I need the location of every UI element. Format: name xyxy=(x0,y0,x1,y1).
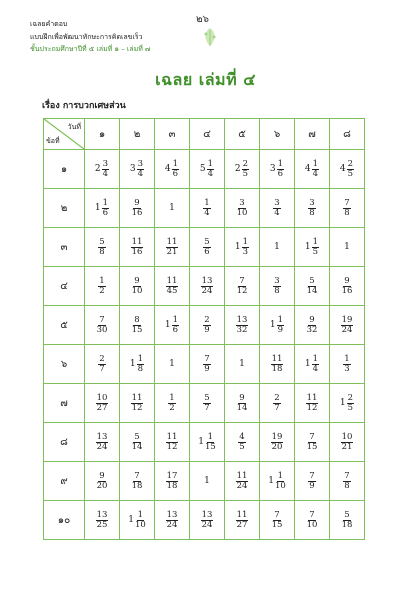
answer-cell: 5 $\frac{1}{4}$ xyxy=(190,150,225,189)
column-header: ๓ xyxy=(155,119,190,150)
column-header: ๒ xyxy=(120,119,155,150)
answer-cell: $\frac{2}{9}$ xyxy=(190,306,225,345)
answer-cell: $\frac{5}{14}$ xyxy=(120,423,155,462)
answer-cell: 1 xyxy=(155,345,190,384)
answer-cell: $\frac{11}{18}$ xyxy=(260,345,295,384)
answer-cell: $\frac{10}{27}$ xyxy=(85,384,120,423)
answer-cell: $\frac{13}{24}$ xyxy=(190,267,225,306)
row-header: ๘ xyxy=(44,423,85,462)
answer-cell: 1 $\frac{1}{5}$ xyxy=(295,228,330,267)
answer-cell: $\frac{1}{3}$ xyxy=(330,345,365,384)
column-header: ๕ xyxy=(225,119,260,150)
answer-cell: $\frac{17}{18}$ xyxy=(155,462,190,501)
row-header: ๙ xyxy=(44,462,85,501)
corner-cell xyxy=(44,119,85,150)
table-row xyxy=(44,228,365,267)
answer-cell: 1 $\frac{1}{8}$ xyxy=(120,345,155,384)
answer-cell: $\frac{19}{20}$ xyxy=(260,423,295,462)
row-header: ๓ xyxy=(44,228,85,267)
answer-cell: $\frac{13}{24}$ xyxy=(155,501,190,540)
answer-cell: $\frac{7}{8}$ xyxy=(330,189,365,228)
column-header: ๔ xyxy=(190,119,225,150)
answer-cell: 4 $\frac{1}{6}$ xyxy=(155,150,190,189)
row-header: ๕ xyxy=(44,306,85,345)
answer-cell: $\frac{2}{7}$ xyxy=(85,345,120,384)
answer-cell: $\frac{9}{20}$ xyxy=(85,462,120,501)
answer-cell: $\frac{19}{24}$ xyxy=(330,306,365,345)
answer-cell: 1 $\frac{1}{6}$ xyxy=(155,306,190,345)
answer-cell: $\frac{3}{8}$ xyxy=(295,189,330,228)
answer-cell: $\frac{5}{18}$ xyxy=(330,501,365,540)
answer-cell: $\frac{7}{12}$ xyxy=(225,267,260,306)
answer-cell: 4 $\frac{1}{4}$ xyxy=(295,150,330,189)
answer-cell: $\frac{5}{14}$ xyxy=(295,267,330,306)
answer-cell: 1 xyxy=(190,462,225,501)
answer-cell: $\frac{11}{16}$ xyxy=(120,228,155,267)
subject-heading: เรื่อง การบวกเศษส่วน xyxy=(42,101,126,111)
column-header: ๖ xyxy=(260,119,295,150)
answer-cell: $\frac{1}{2}$ xyxy=(85,267,120,306)
answer-cell: $\frac{13}{25}$ xyxy=(85,501,120,540)
answer-cell: 3 $\frac{3}{4}$ xyxy=(120,150,155,189)
answer-cell: $\frac{11}{27}$ xyxy=(225,501,260,540)
answer-cell: 1 $\frac{1}{4}$ xyxy=(295,345,330,384)
page-title: เฉลย เล่มที่ ๔ xyxy=(155,70,256,89)
answer-cell: $\frac{5}{6}$ xyxy=(190,228,225,267)
table-row xyxy=(44,306,365,345)
answer-cell: 3 $\frac{1}{6}$ xyxy=(260,150,295,189)
table-row xyxy=(44,267,365,306)
row-header: ๑ xyxy=(44,150,85,189)
answer-cell: $\frac{2}{7}$ xyxy=(260,384,295,423)
answer-cell: $\frac{7}{9}$ xyxy=(295,462,330,501)
answer-cell: $\frac{3}{4}$ xyxy=(260,189,295,228)
answer-cell: $\frac{11}{12}$ xyxy=(120,384,155,423)
answer-cell: 2 $\frac{3}{4}$ xyxy=(85,150,120,189)
answer-cell: 1 xyxy=(225,345,260,384)
answer-cell: $\frac{7}{15}$ xyxy=(260,501,295,540)
answer-cell: 1 $\frac{2}{5}$ xyxy=(330,384,365,423)
answer-cell: $\frac{3}{8}$ xyxy=(260,267,295,306)
answer-cell: 4 $\frac{2}{5}$ xyxy=(330,150,365,189)
answer-cell: $\frac{1}{2}$ xyxy=(155,384,190,423)
answer-cell: $\frac{13}{32}$ xyxy=(225,306,260,345)
header-line-2: แบบฝึกเพื่อพัฒนาทักษะการคิดเลขเร็ว xyxy=(30,33,143,41)
answer-cell: 1 $\frac{1}{9}$ xyxy=(260,306,295,345)
answer-cell: $\frac{10}{21}$ xyxy=(330,423,365,462)
header-line-1: เฉลยคำตอบ xyxy=(30,20,68,28)
answer-cell: 1 $\frac{1}{3}$ xyxy=(225,228,260,267)
table-row xyxy=(44,501,365,540)
row-header: ๒ xyxy=(44,189,85,228)
answer-cell: $\frac{11}{24}$ xyxy=(225,462,260,501)
answer-cell: 1 $\frac{1}{6}$ xyxy=(85,189,120,228)
answer-cell: $\frac{11}{12}$ xyxy=(155,423,190,462)
table-row xyxy=(44,384,365,423)
answer-cell: $\frac{9}{10}$ xyxy=(120,267,155,306)
table-row xyxy=(44,462,365,501)
table-row xyxy=(44,150,365,189)
row-header: ๑๐ xyxy=(44,501,85,540)
table-row xyxy=(44,345,365,384)
answer-cell: $\frac{4}{5}$ xyxy=(225,423,260,462)
row-header: ๗ xyxy=(44,384,85,423)
answer-cell: $\frac{7}{8}$ xyxy=(330,462,365,501)
answer-cell: $\frac{11}{12}$ xyxy=(295,384,330,423)
answer-cell: $\frac{7}{9}$ xyxy=(190,345,225,384)
answer-cell: $\frac{7}{30}$ xyxy=(85,306,120,345)
column-header: ๘ xyxy=(330,119,365,150)
answer-cell: $\frac{7}{18}$ xyxy=(120,462,155,501)
header-line-3: ชั้นประถมศึกษาปีที่ ๕ เล่มที่ ๑ – เล่มที่ ๗ xyxy=(30,45,151,53)
answer-cell: $\frac{8}{15}$ xyxy=(120,306,155,345)
table-row xyxy=(44,423,365,462)
row-header: ๔ xyxy=(44,267,85,306)
answer-cell: $\frac{11}{21}$ xyxy=(155,228,190,267)
answer-cell: 1 xyxy=(330,228,365,267)
table-row xyxy=(44,189,365,228)
answer-cell: $\frac{5}{7}$ xyxy=(190,384,225,423)
answer-cell: $\frac{1}{4}$ xyxy=(190,189,225,228)
answer-cell: $\frac{7}{15}$ xyxy=(295,423,330,462)
answer-cell: $\frac{9}{16}$ xyxy=(330,267,365,306)
column-header: ๑ xyxy=(85,119,120,150)
answer-cell: $\frac{9}{32}$ xyxy=(295,306,330,345)
corner-day-label: วันที่ xyxy=(67,123,81,131)
answer-cell: $\frac{9}{16}$ xyxy=(120,189,155,228)
answer-cell: $\frac{11}{45}$ xyxy=(155,267,190,306)
table-header-row xyxy=(44,119,365,150)
answer-cell: $\frac{13}{24}$ xyxy=(190,501,225,540)
answer-cell: $\frac{9}{14}$ xyxy=(225,384,260,423)
answer-cell: $\frac{3}{10}$ xyxy=(225,189,260,228)
answer-cell: $\frac{5}{8}$ xyxy=(85,228,120,267)
answer-cell: 1 $\frac{1}{10}$ xyxy=(120,501,155,540)
row-header: ๖ xyxy=(44,345,85,384)
answer-table xyxy=(43,118,365,540)
answer-cell: 1 $\frac{1}{15}$ xyxy=(190,423,225,462)
column-header: ๗ xyxy=(295,119,330,150)
answer-cell: 1 xyxy=(260,228,295,267)
answer-cell: 2 $\frac{2}{5}$ xyxy=(225,150,260,189)
leaf-decoration-icon xyxy=(200,26,220,48)
answer-cell: 1 $\frac{1}{10}$ xyxy=(260,462,295,501)
answer-cell: 1 xyxy=(155,189,190,228)
page-number: ๒๖ xyxy=(196,14,209,25)
answer-cell: $\frac{13}{24}$ xyxy=(85,423,120,462)
answer-cell: $\frac{7}{10}$ xyxy=(295,501,330,540)
corner-item-label: ข้อที่ xyxy=(46,137,60,145)
